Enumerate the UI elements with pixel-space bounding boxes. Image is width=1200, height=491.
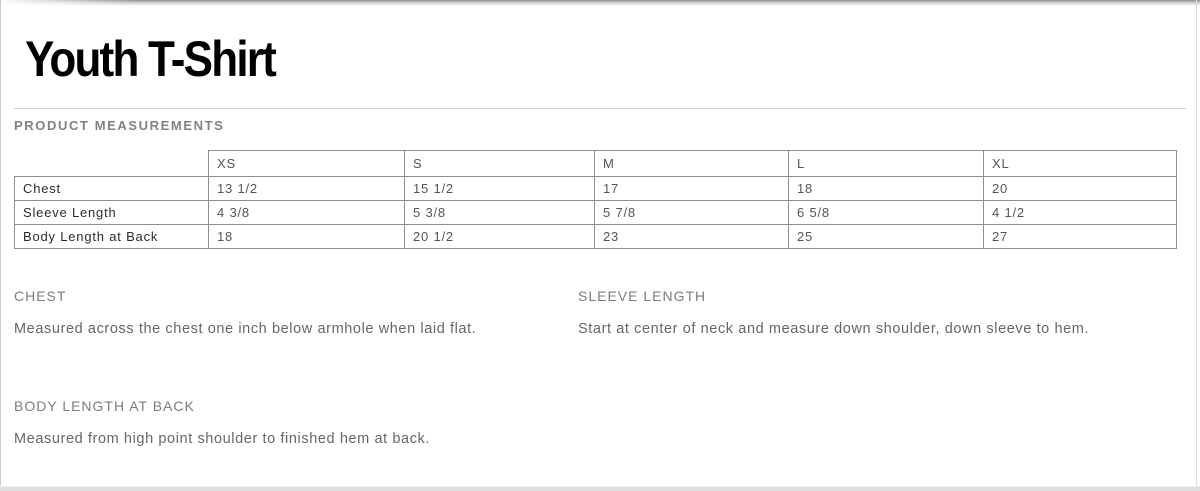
measurement-cell: 17 bbox=[595, 177, 789, 201]
table-row-body-length-at-back bbox=[15, 225, 1177, 249]
measurement-cell: 5 3/8 bbox=[405, 201, 595, 225]
column-header-xs: XS bbox=[209, 151, 405, 177]
definition-chest bbox=[14, 287, 564, 344]
measurement-cell: 20 bbox=[984, 177, 1177, 201]
column-header-m: M bbox=[595, 151, 789, 177]
bottom-edge-strip bbox=[0, 486, 1200, 491]
definition-body-length-at-back bbox=[14, 397, 594, 454]
column-header-xl: XL bbox=[984, 151, 1177, 177]
top-edge-bar bbox=[0, 0, 1200, 6]
measurement-cell: 15 1/2 bbox=[405, 177, 595, 201]
definition-description: Measured from high point shoulder to finished hem at back. bbox=[14, 431, 431, 447]
measurement-cell: 5 7/8 bbox=[595, 201, 789, 225]
definition-term: CHEST bbox=[14, 288, 67, 304]
definition-term: BODY LENGTH AT BACK bbox=[14, 398, 195, 414]
size-chart-table bbox=[14, 150, 1177, 249]
row-label-chest: Chest bbox=[15, 177, 209, 201]
measurement-cell: 25 bbox=[789, 225, 984, 249]
section-divider bbox=[14, 108, 1186, 109]
page-title: Youth T-Shirt bbox=[25, 31, 276, 87]
measurement-cell: 27 bbox=[984, 225, 1177, 249]
measurement-cell: 20 1/2 bbox=[405, 225, 595, 249]
measurement-cell: 13 1/2 bbox=[209, 177, 405, 201]
row-label-body-length-at-back: Body Length at Back bbox=[15, 225, 209, 249]
table-row-sleeve-length bbox=[15, 201, 1177, 225]
measurement-cell: 4 1/2 bbox=[984, 201, 1177, 225]
definition-description: Start at center of neck and measure down shoulder, down sleeve to hem. bbox=[578, 321, 1090, 337]
measurement-cell: 6 5/8 bbox=[789, 201, 984, 225]
left-page-border bbox=[0, 0, 1, 491]
definition-description: Measured across the chest one inch below armhole when laid flat. bbox=[14, 321, 477, 337]
right-page-border bbox=[1196, 0, 1197, 491]
table-row-chest bbox=[15, 177, 1177, 201]
measurement-cell: 18 bbox=[209, 225, 405, 249]
measurement-cell: 4 3/8 bbox=[209, 201, 405, 225]
section-title: PRODUCT MEASUREMENTS bbox=[14, 118, 225, 133]
column-header-s: S bbox=[405, 151, 595, 177]
definition-sleeve-length bbox=[578, 287, 1118, 344]
row-label-sleeve-length: Sleeve Length bbox=[15, 201, 209, 225]
column-header-l: L bbox=[789, 151, 984, 177]
corner-cell bbox=[15, 151, 209, 177]
size-chart-header-row bbox=[15, 151, 1177, 177]
definition-term: SLEEVE LENGTH bbox=[578, 288, 707, 304]
measurement-cell: 23 bbox=[595, 225, 789, 249]
measurement-cell: 18 bbox=[789, 177, 984, 201]
